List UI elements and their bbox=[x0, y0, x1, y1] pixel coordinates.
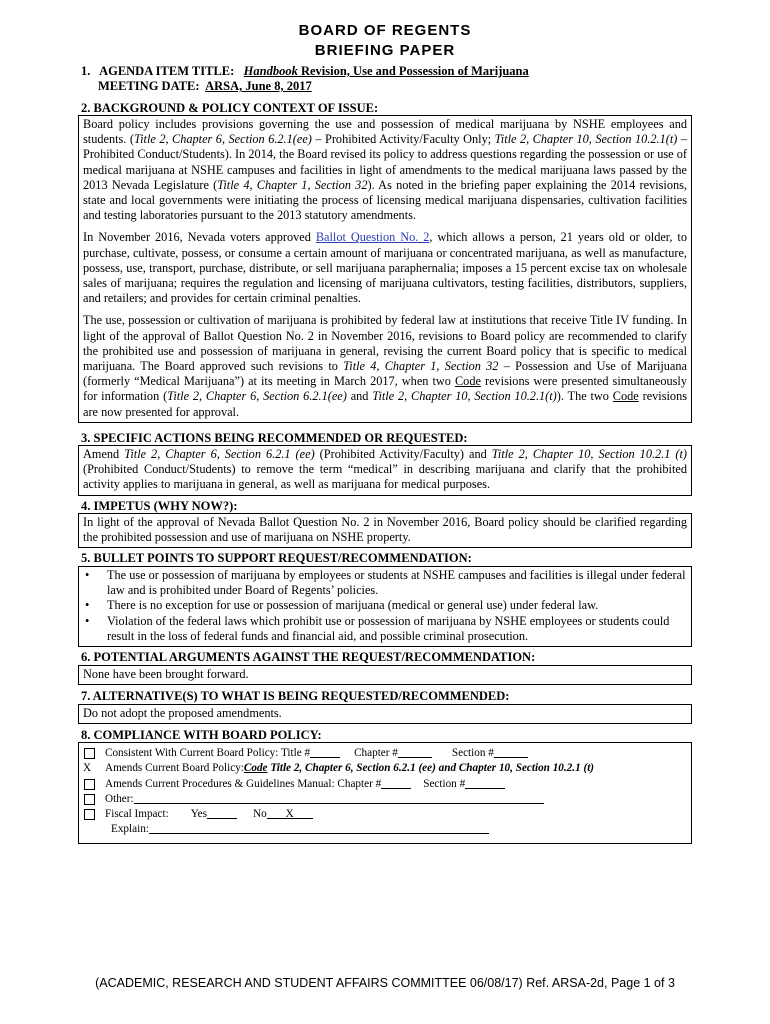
section-heading-background: 2. BACKGROUND & POLICY CONTEXT OF ISSUE: bbox=[81, 101, 379, 115]
meeting-date-label: MEETING DATE: bbox=[98, 79, 200, 93]
agenda-block bbox=[81, 64, 538, 94]
bullet-item: • The use or possession of marijuana by employees or students at NSHE campuses and facilities is illegal under federal law and is prohibited under Board of Regents’ policies. bbox=[85, 568, 686, 598]
background-paragraph-3: The use, possession or cultivation of marijuana is prohibited by federal law at institutions that receive Title IV funding. In light of the approval of Ballot Question No. 2 in November 2016, revisions to Board policy are recommended to clarify the prohibited use and possession of marijuana in general, revising the current Board policy that is specific to medical marijuana. The Board approved such revisions to Title 4, Chapter 1, Section 32 – Possession and Use of Marijuana (formerly “Medical Marijuana”) at its meeting in March 2017, when two Code revisions were presented simultaneously for information (Title 2, Chapter 6, Section 6.2.1(ee) and Title 2, Chapter 10, Section 10.2.1(t)). The two Code revisions are now presented for approval. bbox=[83, 313, 688, 419]
section-heading-impetus: 4. IMPETUS (WHY NOW?): bbox=[81, 499, 238, 513]
agenda-number: 1. bbox=[81, 64, 91, 78]
meeting-date-value: ARSA, June 8, 2017 bbox=[205, 79, 312, 93]
impetus-box bbox=[78, 513, 692, 548]
compliance-other-row: Other: bbox=[83, 792, 687, 807]
section-heading-arguments: 6. POTENTIAL ARGUMENTS AGAINST THE REQUEST/RECOMMENDATION: bbox=[81, 650, 536, 664]
explain-field[interactable] bbox=[149, 822, 489, 834]
agenda-title-label: AGENDA ITEM TITLE: bbox=[99, 64, 235, 78]
section-heading-alternatives: 7. ALTERNATIVE(S) TO WHAT IS BEING REQUESTED/RECOMMENDED: bbox=[81, 689, 510, 703]
checkbox-other[interactable] bbox=[84, 794, 95, 805]
section-heading-bullets: 5. BULLET POINTS TO SUPPORT REQUEST/RECOMMENDATION: bbox=[81, 551, 472, 565]
checkbox-procedures[interactable] bbox=[84, 779, 95, 790]
bullets-box bbox=[78, 566, 692, 647]
compliance-procedures-row: Amends Current Procedures & Guidelines Manual: Chapter # Section # bbox=[83, 777, 687, 792]
section-heading-compliance: 8. COMPLIANCE WITH BOARD POLICY: bbox=[81, 728, 322, 742]
bullet-item: • Violation of the federal laws which prohibit use or possession of marijuana by NSHE employees or students could result in the loss of federal funds and financial aid, and possible criminal prosecution. bbox=[85, 613, 670, 643]
impetus-text: In light of the approval of Nevada Ballot Question No. 2 in November 2016, Board policy should be clarified regarding the prohibited possession and use of marijuana on NSHE property. bbox=[83, 515, 687, 545]
ballot-question-link[interactable]: Ballot Question No. 2 bbox=[315, 230, 430, 245]
actions-text: Amend Title 2, Chapter 6, Section 6.2.1 (ee) (Prohibited Activity/Faculty) and Title 2, Chapter 10, Section 10.2.1 (t) (Prohibited Conduct/Students) to remove the term “medical” in describing marijuana and clarify that the prohibited activity applies to marijuana in general, as well as marijuana for medical purposes. bbox=[83, 447, 688, 492]
compliance-amends-row: X Amends Current Board Policy: Code Title 2, Chapter 6, Section 6.2.1 (ee) and Chapter 10, Section 10.2.1 (t) bbox=[83, 761, 687, 776]
compliance-box bbox=[78, 742, 692, 844]
alternatives-text: Do not adopt the proposed amendments. bbox=[83, 706, 282, 720]
page-footer: (ACADEMIC, RESEARCH AND STUDENT AFFAIRS COMMITTEE 06/08/17) Ref. ARSA-2d, Page 1 of 3 bbox=[95, 976, 675, 990]
arguments-text: None have been brought forward. bbox=[83, 667, 249, 681]
compliance-fiscal-row: Fiscal Impact: Yes No X bbox=[83, 807, 687, 822]
actions-box bbox=[78, 445, 692, 496]
checkbox-consistent[interactable] bbox=[84, 748, 95, 759]
document-subtitle: BRIEFING PAPER bbox=[314, 42, 456, 59]
alternatives-box bbox=[78, 704, 692, 724]
bullet-item: • There is no exception for use or possession of marijuana (medical or general use) under federal law. bbox=[85, 598, 599, 613]
background-paragraph-2: In November 2016, Nevada voters approved Ballot Question No. 2, which allows a person, 21 years old or older, to purchase, cultivate, possess, or consume a certain amount of marijuana or concentrated marijuana, as well as manufacture, possess, use, transport, purchase, distribute, or sell marijuana paraphernalia; imposes a 15 percent excise tax on wholesale sales of marijuana; requires the regulation and licensing of marijuana cultivators, testing facilities, distributors, suppliers, and retailers; and provides for certain criminal penalties. bbox=[83, 230, 687, 306]
document-title: BOARD OF REGENTS bbox=[298, 22, 472, 39]
background-paragraph-1: Board policy includes provisions governing the use and possession of medical marijuana by NSHE employees and students. (Title 2, Chapter 6, Section 6.2.1(ee) – Prohibited Activity/Faculty Only; Title 2, Chapter 10, Section 10.2.1(t) – Prohibited Conduct/Students). In 2014, the Board revised its policy to address questions regarding the possession or use of medical marijuana at NSHE campuses and facilities in light of amendments to the medical marijuana laws passed by the 2013 Nevada Legislature (Title 4, Chapter 1, Section 32). As noted in the briefing paper explaining the 2014 revisions, state and local governments were initiating the process of licensing medical marijuana dispensaries, cultivation facilities and testing laboratories pursuant to the 2013 statutory amendments. bbox=[83, 117, 688, 223]
background-box bbox=[78, 115, 692, 423]
agenda-title-value: Handbook Revision, Use and Possession of Marijuana bbox=[243, 64, 529, 78]
amends-checked-mark[interactable]: X bbox=[83, 762, 92, 775]
checkbox-fiscal-impact[interactable] bbox=[84, 809, 95, 820]
arguments-box bbox=[78, 665, 692, 685]
compliance-consistent-row: Consistent With Current Board Policy: Title # Chapter # Section # bbox=[83, 746, 687, 761]
section-heading-actions: 3. SPECIFIC ACTIONS BEING RECOMMENDED OR REQUESTED: bbox=[81, 431, 468, 445]
fiscal-no-field[interactable]: X bbox=[267, 807, 313, 819]
compliance-explain-row: Explain: bbox=[83, 822, 687, 837]
